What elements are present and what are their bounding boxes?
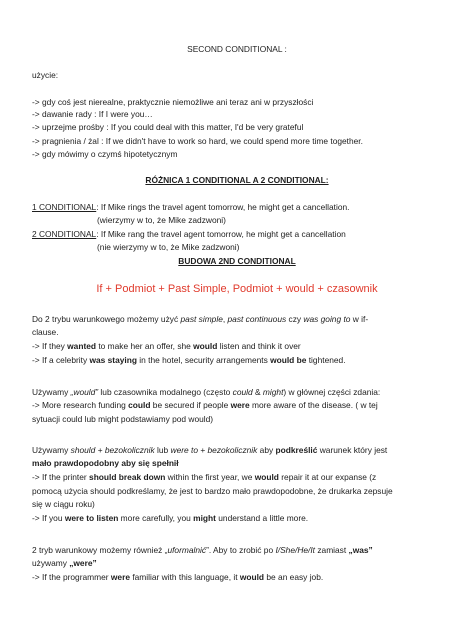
second-conditional-note: (nie wierzymy w to, że Mike zadzwoni) (97, 242, 240, 252)
highlight: were (230, 400, 250, 410)
second-conditional-label: 2 CONDITIONAL (32, 229, 97, 239)
text: be an easy job. (264, 572, 324, 582)
difference-heading: RÓŻNICA 1 CONDITIONAL A 2 CONDITIONAL: (145, 175, 329, 185)
use-item: -> gdy mówimy o czymś hipotetycznym (32, 149, 178, 159)
term-might: might (262, 387, 284, 397)
structure-heading: BUDOWA 2ND CONDITIONAL (178, 256, 296, 266)
text: within the first year, we (165, 472, 255, 482)
highlight: wanted (67, 341, 97, 351)
text: w if- (350, 314, 369, 324)
text: -> If the programmer (32, 572, 111, 582)
highlight: podkreślić (275, 445, 318, 455)
highlight: was staying (89, 355, 137, 365)
text: ) w głównej części zdania: (283, 387, 381, 397)
highlight: were to listen (64, 513, 119, 523)
paragraph-1-line-1 (32, 314, 368, 325)
paragraph-4-line-1 (32, 545, 373, 556)
second-conditional-line (32, 229, 346, 240)
term-formalize: uformalnić (167, 545, 207, 555)
example-line (32, 341, 301, 352)
text: Używamy (32, 445, 71, 455)
text: , (222, 314, 228, 324)
highlight: would (254, 472, 279, 482)
text: more aware of the disease. ( w tej (249, 400, 378, 410)
uses-label: użycie: (32, 70, 59, 80)
example-line (32, 572, 323, 583)
highlight: might (193, 513, 216, 523)
term-was-going-to: was going to (303, 314, 351, 324)
term-could: could (232, 387, 253, 397)
text: lub (154, 445, 171, 455)
highlight: would (193, 341, 218, 351)
use-item: -> uprzejme prośby : If you could deal with this matter, I'd be very grateful (32, 122, 304, 132)
paragraph-3-line-5: się w ciągu roku) (32, 499, 95, 509)
term-should-infinitive: should + bezokolicznik (70, 445, 155, 455)
text: -> If you (32, 513, 65, 523)
example-line (32, 513, 308, 524)
paragraph-3-line-2: mało prawdopodobny aby się spełnił (32, 458, 179, 468)
use-item: -> dawanie rady : If I were you… (32, 109, 153, 119)
text: -> If the printer (32, 472, 90, 482)
first-conditional-label: 1 CONDITIONAL (32, 202, 97, 212)
page-title: SECOND CONDITIONAL : (187, 44, 287, 54)
text: -> More research funding (32, 400, 129, 410)
text: repair it at our expanse (z (278, 472, 377, 482)
first-conditional-line (32, 202, 349, 213)
term-were-to-infinitive: were to + bezokolicznik (170, 445, 258, 455)
paragraph-3-line-4: pomocą użycia should podkreślamy, że jest to bardzo mało prawdopodobne, że drukarka zepsuje (32, 486, 393, 496)
text: -> If a celebrity (32, 355, 90, 365)
highlight: were (110, 572, 130, 582)
term-past-simple: past simple (180, 314, 223, 324)
text: listen and think it over (217, 341, 301, 351)
text: & (252, 387, 263, 397)
highlight: „were” (69, 558, 97, 568)
example-line (32, 355, 346, 366)
term-past-continuous: past continuous (227, 314, 287, 324)
highlight: should break down (89, 472, 166, 482)
paragraph-4-line-2 (32, 558, 97, 569)
example-line (32, 472, 376, 483)
text: more carefully, you (118, 513, 194, 523)
text: 2 tryb warunkowy możemy również „ (32, 545, 168, 555)
text: ”. Aby to zrobić po (206, 545, 276, 555)
highlight: „was” (348, 545, 373, 555)
text: zamiast (315, 545, 349, 555)
text: czy (286, 314, 304, 324)
highlight: could (128, 400, 151, 410)
text: aby (257, 445, 276, 455)
text: -> If they (32, 341, 68, 351)
paragraph-3-line-1 (32, 445, 387, 456)
paragraph-2-line-1 (32, 387, 380, 398)
paragraph-1-line-2: clause. (32, 327, 59, 337)
text: lub czasownika modalnego (często (98, 387, 233, 397)
text: używamy (32, 558, 70, 568)
text: Do 2 trybu warunkowego możemy użyć (32, 314, 181, 324)
text: familiar with this language, it (130, 572, 240, 582)
paragraph-2-line-3: sytuacji could lub might podstawiamy pod would) (32, 414, 214, 424)
text: be secured if people (150, 400, 231, 410)
highlight: would (239, 572, 265, 582)
text: warunek który jest (317, 445, 388, 455)
text: tightened. (306, 355, 346, 365)
term-would: „would” (70, 387, 99, 397)
second-conditional-text: : If Mike rang the travel agent tomorrow, he might get a cancellation (96, 229, 346, 239)
first-conditional-note: (wierzymy w to, że Mike zadzwoni) (97, 215, 226, 225)
example-line (32, 400, 378, 411)
text: Używamy (32, 387, 71, 397)
text: to make her an offer, she (96, 341, 194, 351)
text: understand a little more. (215, 513, 309, 523)
first-conditional-text: : If Mike rings the travel agent tomorrow, he might get a cancellation. (96, 202, 350, 212)
structure-formula: If + Podmiot + Past Simple, Podmiot + would + czasownik (96, 283, 378, 295)
term-pronouns: I/She/He/It (275, 545, 316, 555)
text: in the hotel, security arrangements (136, 355, 271, 365)
highlight: would be (270, 355, 307, 365)
use-item: -> pragnienia / żal : If we didn't have to work so hard, we could spend more time together. (32, 136, 363, 146)
use-item: -> gdy coś jest nierealne, praktycznie niemożliwe ani teraz ani w przyszłości (32, 97, 314, 107)
